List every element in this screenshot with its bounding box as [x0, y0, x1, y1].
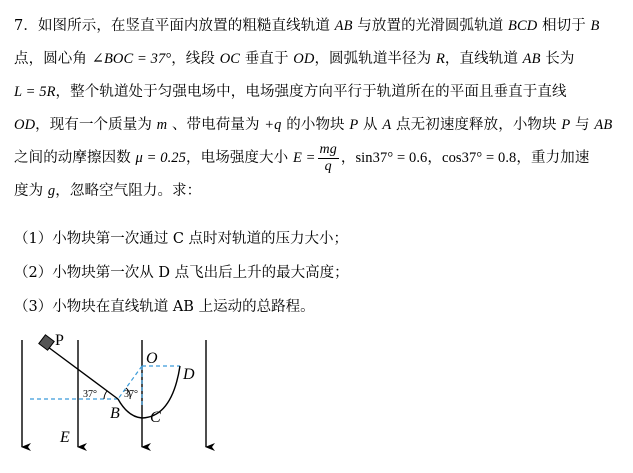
- problem-line-5: [14, 142, 624, 175]
- math-run: L = 5R: [14, 84, 56, 100]
- math-run: BCD: [508, 18, 538, 34]
- problem-line-1: [14, 10, 624, 43]
- text-run: 与放置的光滑圆弧轨道: [352, 18, 508, 34]
- label-b: B: [110, 405, 120, 422]
- text-run: ，忽略空气阻力。求：: [55, 183, 202, 199]
- text-run: ，圆弧轨道半径为: [314, 51, 436, 67]
- math-run: B: [590, 18, 600, 34]
- math-run: OD: [293, 51, 315, 67]
- label-d: D: [183, 366, 195, 383]
- question-1: （1）小物块第一次通过 C 点时对轨道的压力大小；: [14, 231, 349, 247]
- text-run: 度为: [14, 183, 48, 199]
- math-run: sin37° = 0.6: [355, 150, 428, 166]
- question-2: （2）小物块第一次从 D 点飞出后上升的最大高度；: [14, 265, 349, 281]
- text-run: 垂直于: [240, 51, 294, 67]
- text-run: 之间的动摩擦因数: [14, 150, 136, 166]
- problem-line-6: [14, 175, 624, 208]
- math-run: P: [561, 117, 571, 133]
- math-run: OD: [14, 117, 36, 133]
- math-run: P: [349, 117, 359, 133]
- text-run: 的小物块: [281, 117, 350, 133]
- math-run: AB: [594, 117, 613, 133]
- problem-line-4: [14, 109, 624, 142]
- text-run: ，现有一个质量为: [35, 117, 157, 133]
- label-o: O: [146, 350, 158, 367]
- text-run: ，整个轨道处于匀强电场中，电场强度方向平行于轨道所在的平面且垂直于直线: [55, 84, 567, 100]
- math-run: R: [435, 51, 445, 67]
- problem-line-3: [14, 76, 624, 109]
- text-run: ，电场强度大小: [186, 150, 293, 166]
- label-e: E: [60, 429, 70, 446]
- text-run: ，重力加速: [516, 150, 590, 166]
- math-run: μ = 0.25: [135, 150, 187, 166]
- problem-line-2: [14, 43, 624, 76]
- text-run: 长为: [540, 51, 575, 67]
- math-run: g: [47, 183, 56, 199]
- math-run: OC: [219, 51, 241, 67]
- field-fraction: [318, 143, 339, 174]
- math-run: AB: [522, 51, 541, 67]
- text-run: 点无初速度释放，小物块: [391, 117, 562, 133]
- question-3: （3）小物块在直线轨道 AB 上运动的总路程。: [14, 299, 315, 315]
- math-run: E =: [292, 150, 316, 166]
- text-run: 、带电荷量为: [167, 117, 265, 133]
- angle-label-right: 37°: [124, 389, 138, 400]
- math-run: A: [382, 117, 392, 133]
- text-run: ，: [427, 150, 443, 166]
- text-run: 如图所示，在竖直平面内放置的粗糙直线轨道: [37, 18, 335, 34]
- text-run: ，直线轨道: [444, 51, 523, 67]
- problem-number: 7．: [14, 18, 38, 34]
- question-list: [14, 222, 349, 324]
- math-run: m: [156, 117, 168, 133]
- track-diagram: [0, 325, 633, 473]
- math-run: AB: [334, 18, 353, 34]
- text-run: 相切于: [537, 18, 591, 34]
- fraction-numerator: mg: [319, 141, 337, 157]
- text-run: ，: [340, 150, 356, 166]
- text-run: 与: [570, 117, 595, 133]
- label-p: P: [55, 332, 64, 349]
- fraction-denominator: q: [324, 158, 332, 174]
- block-p: [39, 335, 54, 350]
- math-run: cos37° = 0.8: [442, 150, 517, 166]
- math-run: ∠BOC = 37°: [91, 51, 172, 67]
- label-c: C: [150, 409, 161, 426]
- angle-arc-left: [104, 391, 107, 399]
- angle-label-left: 37°: [83, 389, 97, 400]
- math-run: +q: [264, 117, 282, 133]
- text-run: 点，圆心角: [14, 51, 92, 67]
- problem-text: [14, 10, 624, 208]
- text-run: 从: [358, 117, 383, 133]
- text-run: ，线段: [171, 51, 220, 67]
